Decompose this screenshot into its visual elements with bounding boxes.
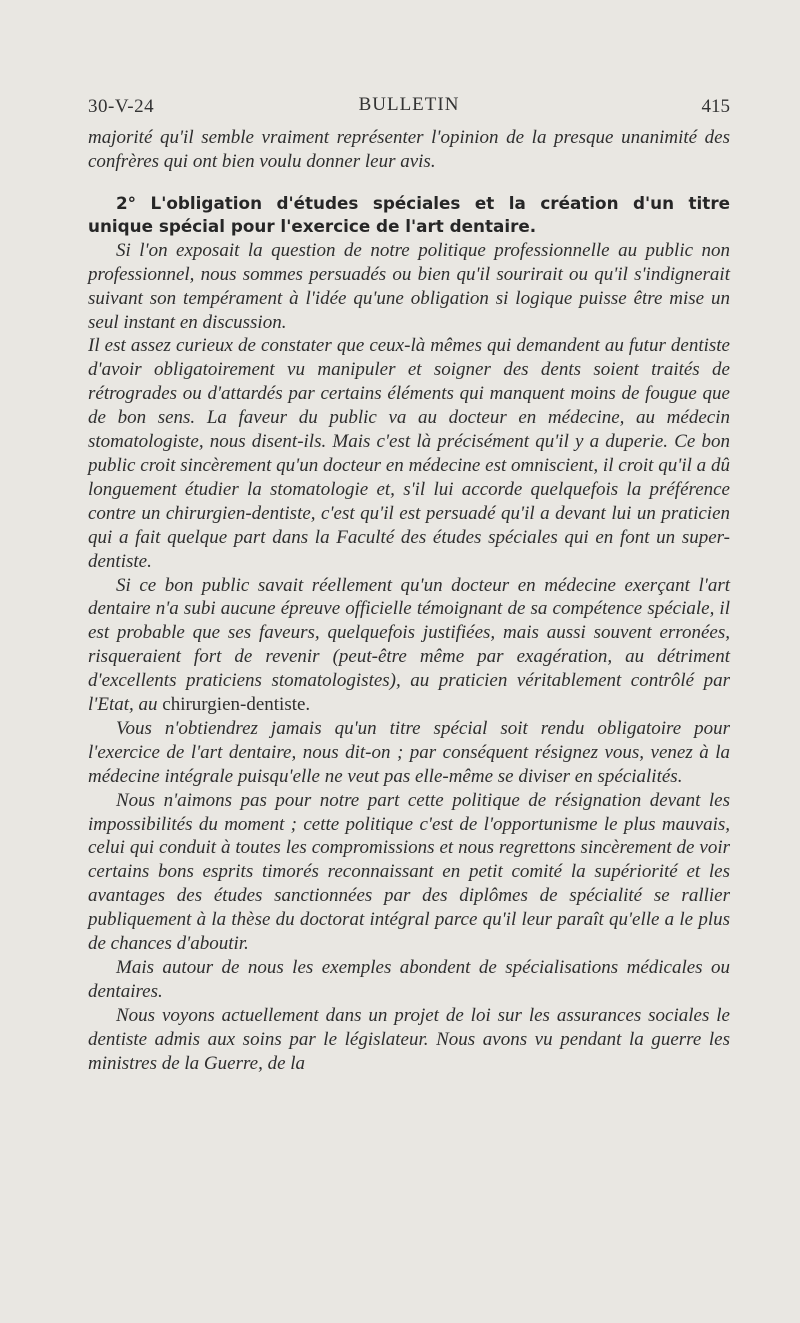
page-number: 415 bbox=[701, 96, 730, 117]
paragraph-3: Il est assez curieux de constater que ceux-là mêmes qui demandent au futur dentiste d'avoir obligatoirement vu manipuler et soigner des dents soient traités de rétrogrades ou d'attardés par certains éléments qui manquent moins de fougue que de bon sens. La faveur du public va au docteur en médecine, au médecin stomatologiste, nous disent-ils. Mais c'est là précisément qu'il y a duperie. Ce bon public croit sincèrement qu'un docteur en médecine est omniscient, il croit qu'il a dû longuement étudier la stomatologie et, s'il lui accorde quelquefois la préférence contre un chirurgien-dentiste, c'est qu'il est persuadé qu'il a devant lui un praticien qui a fait quelque part dans la Faculté des études spéciales qui en font un super-dentiste. bbox=[88, 335, 730, 572]
paragraph-6: Nous n'aimons pas pour notre part cette politique de résignation devant les impossibilités du moment ; cette politique c'est de l'opportunisme le plus mauvais, celui qui conduit à toutes les compromissions et nous regrettons sincèrement de voir certains bons esprits timorés reconnaissant en petit comité la supériorité et les avantages des études sanctionnées par des diplômes de spécialité se rallier publiquement à la thèse du doctorat intégral parce qu'il leur paraît qu'elle a le plus de chances d'aboutir. bbox=[88, 789, 730, 955]
header-date: 30-V-24 bbox=[88, 96, 155, 117]
paragraph-1: majorité qu'il semble vraiment représenter l'opinion de la presque unanimité des confrères qui ont bien voulu donner leur avis. bbox=[88, 127, 730, 172]
paragraph-5: Vous n'obtiendrez jamais qu'un titre spécial soit rendu obligatoire pour l'exercice de l'art dentaire, nous dit-on ; par conséquent résignez vous, venez à la médecine intégrale puisqu'elle ne veut pas elle-même se diviser en spécialités. bbox=[88, 717, 730, 787]
section-heading: 2° L'obligation d'études spéciales et la création d'un titre unique spécial pour l'exercice de l'art dentaire. bbox=[88, 192, 730, 237]
paragraph-4-end: chirurgien-dentiste. bbox=[162, 694, 311, 716]
paragraph-4 bbox=[88, 574, 730, 717]
paragraph-8: Nous voyons actuellement dans un projet de loi sur les assurances sociales le dentiste admis aux soins par le législateur. Nous avons vu pendant la guerre les ministres de la Guerre, de la bbox=[88, 1004, 730, 1074]
paragraph-2: Si l'on exposait la question de notre politique professionnelle au public non professionnel, nous sommes persuadés ou bien qu'il sourirait ou qu'il s'indignerait suivant son tempérament à l'idée qu'une obligation si logique puisse être mise un seul instant en discussion. bbox=[88, 239, 730, 333]
running-header bbox=[88, 92, 730, 122]
header-title: BULLETIN bbox=[358, 94, 460, 115]
article-body bbox=[88, 126, 730, 1076]
paragraph-7: Mais autour de nous les exemples abondent de spécialisations médicales ou dentaires. bbox=[88, 957, 730, 1002]
paragraph-4-text: Si ce bon public savait réellement qu'un docteur en médecine exerçant l'art dentaire n'a subi aucune épreuve officielle témoignant de sa compétence spéciale, il est probable que ses faveurs, quelquefois justifiées, mais aussi souvent erronées, risqueraient fort de revenir (peut-être même par exagération, au détriment d'excellents praticiens stomatologistes), au praticien véritablement contrôlé par l'Etat, au bbox=[88, 574, 730, 716]
